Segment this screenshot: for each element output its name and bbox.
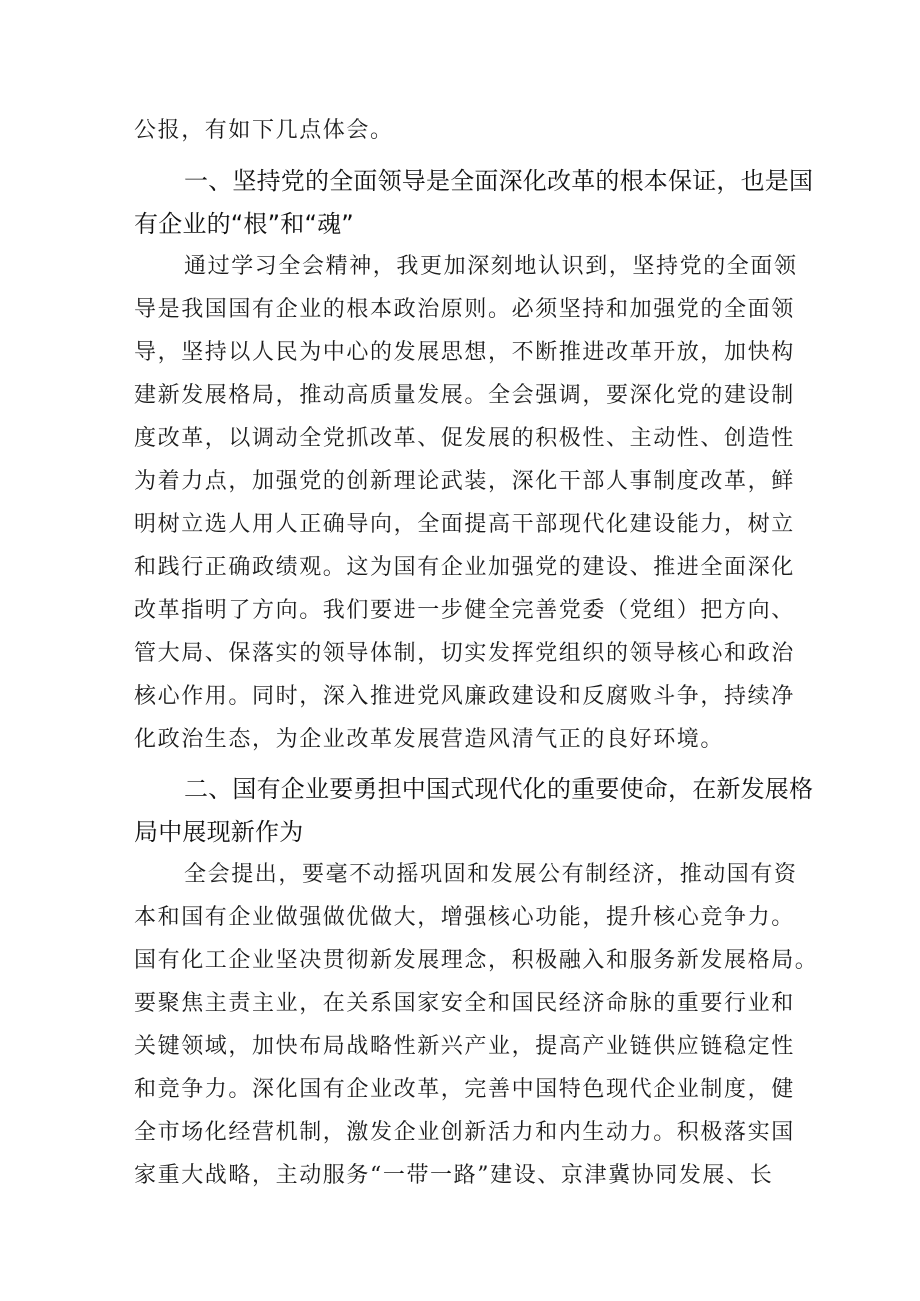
text-line: 和践行正确政绩观。这为国有企业加强党的建设、推进全面深化 bbox=[134, 555, 795, 580]
text-line: 要聚焦主责主业，在关系国家安全和国民经济命脉的重要行业和 bbox=[134, 991, 795, 1016]
text-line: 核心作用。同时，深入推进党风廉政建设和反腐败斗争，持续净 bbox=[134, 684, 795, 709]
text-line: 建新发展格局，推动高质量发展。全会强调，要深化党的建设制 bbox=[134, 383, 795, 408]
text-line: 明树立选人用人正确导向，全面提高干部现代化建设能力，树立 bbox=[134, 512, 795, 537]
section-heading-2-line-1: 二、国有企业要勇担中国式现代化的重要使命，在新发展格 bbox=[184, 775, 814, 803]
text-line: 改革指明了方向。我们要进一步健全完善党委（党组）把方向、 bbox=[134, 598, 795, 623]
text-line: 度改革，以调动全党抓改革、促发展的积极性、主动性、创造性 bbox=[134, 426, 795, 451]
text-line: 公报，有如下几点体会。 bbox=[134, 118, 394, 143]
text-line: 导，坚持以人民为中心的发展思想，不断推进改革开放，加快构 bbox=[134, 340, 795, 365]
text-line: 和竞争力。深化国有企业改革，完善中国特色现代企业制度，健 bbox=[134, 1077, 795, 1102]
text-line: 导是我国国有企业的根本政治原则。必须坚持和加强党的全面领 bbox=[134, 297, 795, 322]
text-line: 为着力点，加强党的创新理论武装，深化干部人事制度改革，鲜 bbox=[134, 469, 795, 494]
text-line: 家重大战略，主动服务“一带一路”建设、京津冀协同发展、长 bbox=[134, 1163, 774, 1188]
section-heading-1-line-1: 一、坚持党的全面领导是全面深化改革的根本保证，也是国 bbox=[184, 167, 814, 195]
text-line: 通过学习全会精神，我更加深刻地认识到，坚持党的全面领 bbox=[184, 254, 798, 279]
text-line: 全会提出，要毫不动摇巩固和发展公有制经济，推动国有资 bbox=[184, 862, 798, 887]
section-heading-1-line-2: 有企业的“根”和“魂” bbox=[134, 210, 354, 238]
text-line: 管大局、保落实的领导体制，切实发挥党组织的领导核心和政治 bbox=[134, 641, 795, 666]
text-line: 国有化工企业坚决贯彻新发展理念，积极融入和服务新发展格局。 bbox=[134, 948, 819, 973]
text-line: 本和国有企业做强做优做大，增强核心功能，提升核心竞争力。 bbox=[134, 905, 795, 930]
text-line: 全市场化经营机制，激发企业创新活力和内生动力。积极落实国 bbox=[134, 1120, 795, 1145]
text-line: 关键领域，加快布局战略性新兴产业，提高产业链供应链稳定性 bbox=[134, 1034, 795, 1059]
section-heading-2-line-2: 局中展现新作为 bbox=[134, 818, 304, 846]
text-line: 化政治生态，为企业改革发展营造风清气正的良好环境。 bbox=[134, 727, 725, 752]
